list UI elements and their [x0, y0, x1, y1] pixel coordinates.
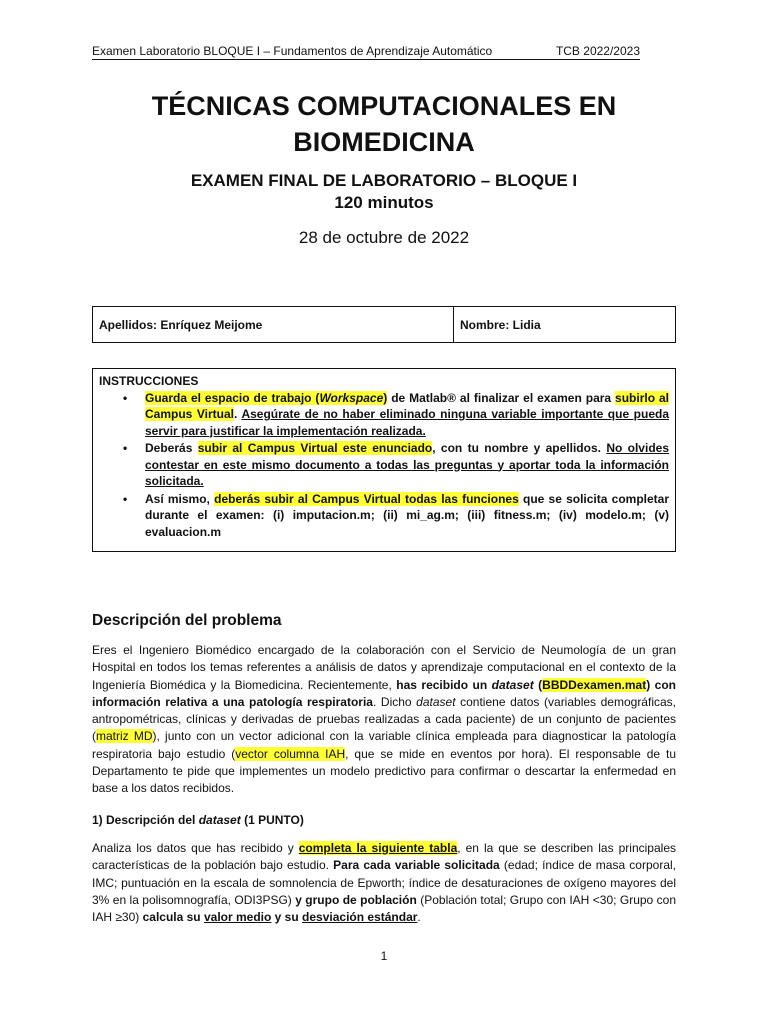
header-academic-year: TCB 2022/2023	[555, 44, 640, 58]
instructions-list	[99, 390, 669, 541]
text-run: Para cada variable solicitada	[333, 858, 500, 873]
student-name: Nombre: Lidia	[460, 317, 541, 332]
text-run: Eres el Ingeniero Biomédico encargado de la colaboración con el Servicio de Neumología de un gran Hospital en todos los temas referentes a análisis de datos y aprendizaje computacional en el contexto de la Ingeniería Biomédica y la Biomedicina. Recientemente,	[92, 643, 676, 692]
underlined-text: valor medio	[203, 910, 272, 925]
student-surname: Apellidos: Enríquez Meijome	[93, 307, 454, 342]
student-info-table	[92, 306, 676, 343]
highlight: completa la siguiente tabla	[298, 841, 458, 855]
exam-duration: 120 minutos	[334, 193, 434, 212]
text-run: (Población total; Grupo con IAH <30; Grupo con IAH ≥30)	[92, 892, 676, 925]
text-run: has recibido un	[396, 677, 492, 692]
text-run: ) con información relativa a una patología respiratoria	[92, 677, 677, 709]
document-title	[92, 88, 676, 160]
exam-subtitle	[92, 170, 676, 214]
bullet-icon: •	[123, 390, 128, 405]
underlined-text: desviación estándar	[302, 910, 418, 925]
instructions-heading: INSTRUCCIONES	[99, 374, 199, 388]
instruction-item	[123, 390, 669, 440]
text-run: . Dicho	[372, 694, 417, 709]
text-run: )	[383, 390, 388, 405]
text-run: (1 PUNTO)	[240, 813, 304, 827]
text-run: y su	[271, 910, 303, 925]
text-run: , con tu nombre y apellidos.	[432, 441, 607, 455]
exam-date: 28 de octubre de 2022	[298, 228, 470, 247]
text-run: de Matlab® al finalizar el examen para	[387, 390, 616, 405]
page-header	[92, 44, 640, 60]
text-run: .	[417, 910, 421, 925]
instructions-box	[92, 368, 676, 552]
text-run: Analiza los datos que has recibido y	[92, 841, 299, 855]
question-1-text	[92, 840, 676, 926]
text-run: calcula su	[142, 910, 204, 925]
text-run: .	[234, 407, 242, 421]
text-run: que se solicita completar durante el examen: (i) imputacion.m; (ii) mi_ag.m; (iii) fitness.m; (iv) modelo.m; (v) evaluacion.m	[145, 491, 669, 539]
text-run: ), junto con un vector adicional con la variable clínica empleada para diagnosticar la patología respiratoria bajo estudio (	[92, 729, 676, 761]
title-line-1: TÉCNICAS COMPUTACIONALES EN	[151, 91, 617, 121]
text-run: , que se mide en eventos por hora). El responsable de tu Departamento te pide que implementes un modelo predictivo para confirmar o descartar la enfermedad en base a los datos recibidos.	[92, 746, 677, 796]
exam-type: EXAMEN FINAL DE LABORATORIO – BLOQUE I	[190, 171, 578, 190]
highlight: subir al Campus Virtual este enunciado	[197, 441, 433, 455]
highlight	[145, 391, 387, 405]
underlined-text: Asegúrate de no haber eliminado ninguna variable importante que pueda servir para justificar la implementación realizada.	[145, 407, 669, 438]
section-title: Descripción del problema	[92, 612, 282, 629]
highlight: deberás subir al Campus Virtual todas las funciones	[214, 491, 519, 506]
text-run: y grupo de población	[295, 892, 417, 907]
text-run: Deberás	[145, 441, 198, 455]
text-run: dataset	[198, 813, 241, 827]
instruction-item	[123, 440, 669, 490]
text-run: dataset	[416, 694, 456, 709]
text-run: Guarda el espacio de trabajo (	[145, 390, 320, 405]
bullet-icon: •	[123, 491, 128, 506]
title-line-2: BIOMEDICINA	[293, 127, 475, 157]
text-run: (edad; índice de masa corporal, IMC; puntuación en la escala de somnolencia de Epworth; índice de desaturaciones de oxígeno mayores del 3% en la polisomnografía, ODI3PSG)	[92, 858, 676, 907]
problem-description	[92, 642, 676, 798]
header-course: Examen Laboratorio BLOQUE I – Fundamentos de Aprendizaje Automático	[92, 44, 493, 58]
highlight: matriz MD	[96, 729, 153, 744]
highlight: subirlo al Campus Virtual	[145, 390, 669, 421]
highlight: BBDDexamen.mat	[542, 677, 647, 692]
bullet-icon: •	[123, 441, 128, 455]
text-run: Así mismo,	[145, 491, 215, 506]
text-run: , en la que se describen las principales características de la población bajo estudio.	[92, 841, 676, 873]
question-1-heading	[92, 812, 676, 829]
text-run: contiene datos (variables demográficas, antropométricas, clínicas y derivadas de pruebas realizadas a cada paciente) de un conjunto de pacientes (	[92, 694, 676, 744]
text-run: Workspace	[319, 390, 384, 405]
text-run: (	[538, 677, 543, 692]
instruction-item	[123, 491, 669, 541]
page-number: 1	[380, 949, 388, 963]
underlined-text: No olvides contestar en este mismo documento a todas las preguntas y aportar toda la información solicitada.	[145, 441, 669, 488]
text-run: 1) Descripción del	[92, 813, 199, 827]
text-run: dataset	[491, 677, 534, 692]
highlight: vector columna IAH	[235, 746, 346, 761]
